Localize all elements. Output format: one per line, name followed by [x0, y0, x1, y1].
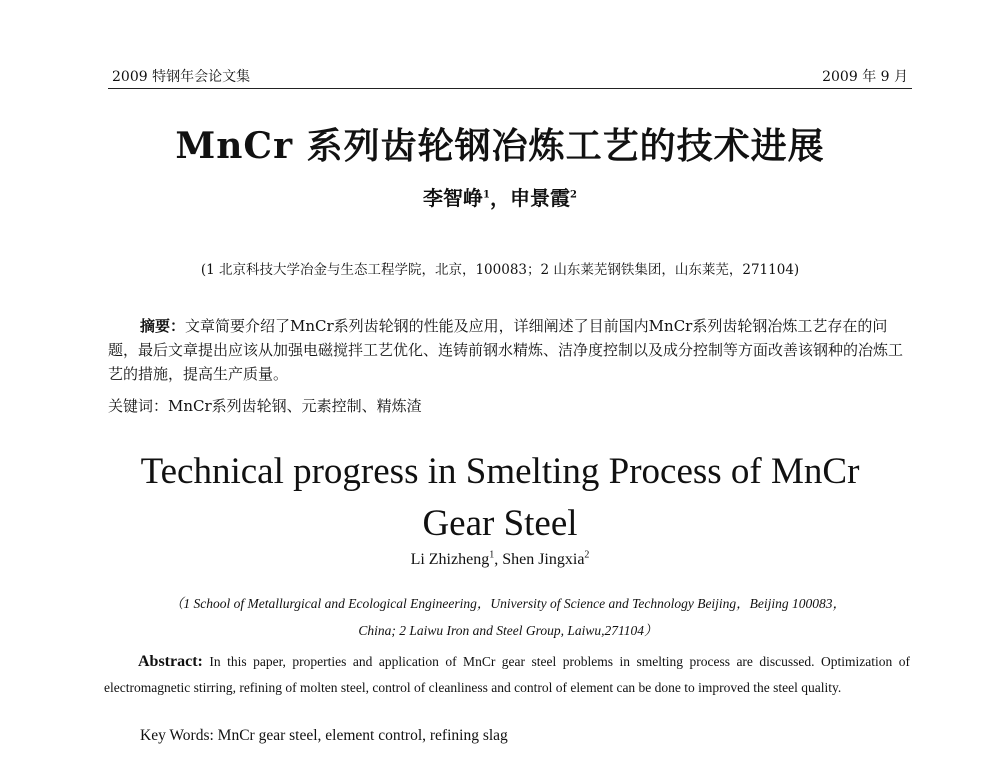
author-2-marker: 2: [570, 189, 577, 201]
english-abstract-text: In this paper, properties and application of MnCr gear steel problems in smelting process are discussed. Optimization of electromagnetic stirring, refining of molten steel, control of cleanliness and control of element can be done to improved the steel quality.: [104, 654, 910, 695]
english-title: [0, 446, 1000, 550]
chinese-title: MnCr 系列齿轮钢冶炼工艺的技术进展: [175, 125, 825, 167]
english-title-line-1: Technical progress in Smelting Process of MnCr: [140, 451, 860, 492]
chinese-abstract-text: 文章简要介绍了MnCr系列齿轮钢的性能及应用，详细阐述了目前国内MnCr系列齿轮钢冶炼工艺存在的问题，最后文章提出应该从加强电磁搅拌工艺优化、连铸前钢水精炼、洁净度控制以及成分控制等方面改善该钢种的冶炼工艺的措施，提高生产质量。: [108, 317, 904, 383]
chinese-keywords-label: 关键词：: [108, 397, 169, 415]
author-1-name: 李智峥: [423, 186, 484, 210]
chinese-affiliation: (1 北京科技大学冶金与生态工程学院，北京，100083；2 山东莱芜钢铁集团，山东莱芜，271104): [200, 262, 800, 278]
english-author-2-marker: 2: [584, 549, 590, 561]
proceedings-name: 2009 特钢年会论文集: [112, 69, 251, 85]
english-title-line-2: Gear Steel: [422, 503, 578, 544]
author-2-name: 申景霞: [510, 186, 570, 210]
chinese-authors: [0, 182, 1000, 211]
chinese-abstract-label: 摘要：: [140, 317, 186, 335]
english-affiliation-line-2: China; 2 Laiwu Iron and Steel Group, Laiwu,271104）: [358, 623, 658, 638]
english-author-1-name: Li Zhizheng: [410, 551, 490, 568]
english-affiliation-line-1: （1 School of Metallurgical and Ecological Engineering，University of Science and Technology Beijing，Beijing 100083，: [169, 596, 847, 611]
author-separator: ，: [490, 186, 510, 210]
chinese-keywords-text: MnCr系列齿轮钢、元素控制、精炼渣: [168, 397, 422, 415]
publication-date: 2009 年 9 月: [822, 69, 908, 85]
running-header: [108, 62, 912, 89]
english-abstract: [104, 649, 910, 701]
english-authors: [0, 551, 1000, 569]
english-author-2-name: Shen Jingxia: [502, 551, 585, 568]
english-author-1-marker: 1: [489, 549, 495, 561]
chinese-abstract: [108, 314, 908, 386]
english-affiliation: [108, 590, 908, 644]
chinese-keywords: [108, 394, 908, 418]
english-author-separator: ,: [494, 551, 503, 568]
english-abstract-label: Abstract:: [138, 653, 203, 670]
english-keywords: Key Words: MnCr gear steel, element control, refining slag: [140, 727, 508, 744]
author-1-marker: 1: [483, 189, 490, 201]
